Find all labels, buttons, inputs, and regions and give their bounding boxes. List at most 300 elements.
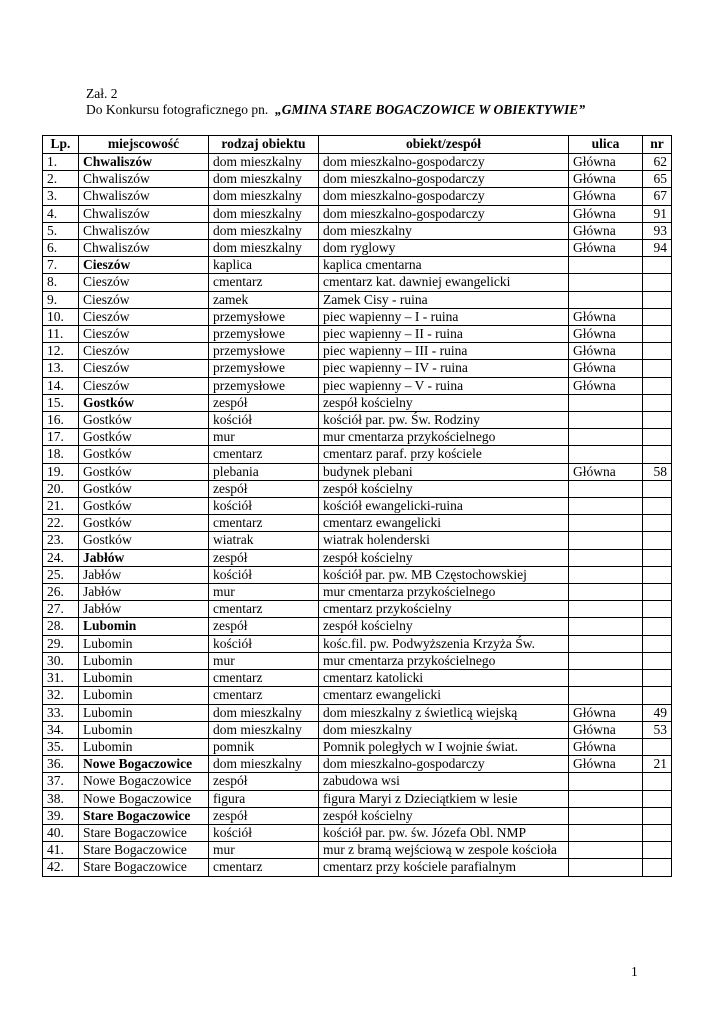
cell-nr: 49 [643, 704, 672, 721]
cell-place: Cieszów [79, 308, 209, 325]
cell-street: Główna [569, 171, 643, 188]
cell-nr [643, 790, 672, 807]
cell-object: cmentarz ewangelicki [319, 687, 569, 704]
cell-object: budynek plebani [319, 463, 569, 480]
cell-type: figura [209, 790, 319, 807]
cell-street [569, 773, 643, 790]
cell-object: dom mieszkalny [319, 721, 569, 738]
table-row [43, 498, 672, 515]
objects-table [42, 135, 672, 877]
table-row [43, 308, 672, 325]
cell-object: Zamek Cisy - ruina [319, 291, 569, 308]
cell-nr [643, 308, 672, 325]
cell-type: dom mieszkalny [209, 154, 319, 171]
cell-type: cmentarz [209, 687, 319, 704]
table-row [43, 859, 672, 876]
table-row [43, 360, 672, 377]
cell-nr [643, 635, 672, 652]
cell-nr [643, 480, 672, 497]
column-header-place: miejscowość [79, 136, 209, 154]
cell-nr [643, 807, 672, 824]
cell-street [569, 670, 643, 687]
cell-street [569, 394, 643, 411]
cell-place: Lubomin [79, 738, 209, 755]
cell-type: dom mieszkalny [209, 704, 319, 721]
cell-street: Główna [569, 240, 643, 257]
cell-street [569, 842, 643, 859]
cell-lp: 5. [43, 222, 79, 239]
cell-place: Stare Bogaczowice [79, 859, 209, 876]
cell-place: Jabłów [79, 584, 209, 601]
cell-place: Lubomin [79, 670, 209, 687]
cell-place: Cieszów [79, 326, 209, 343]
column-header-type: rodzaj obiektu [209, 136, 319, 154]
cell-street [569, 859, 643, 876]
table-row [43, 171, 672, 188]
cell-type: zespół [209, 549, 319, 566]
cell-type: dom mieszkalny [209, 205, 319, 222]
cell-place: Lubomin [79, 652, 209, 669]
cell-street [569, 274, 643, 291]
cell-lp: 14. [43, 377, 79, 394]
table-row [43, 257, 672, 274]
cell-street: Główna [569, 188, 643, 205]
cell-object: mur cmentarza przykościelnego [319, 584, 569, 601]
cell-lp: 17. [43, 429, 79, 446]
cell-place: Gostków [79, 532, 209, 549]
cell-street [569, 291, 643, 308]
cell-type: kościół [209, 635, 319, 652]
cell-nr [643, 394, 672, 411]
cell-place: Gostków [79, 429, 209, 446]
cell-type: przemysłowe [209, 343, 319, 360]
table-row [43, 326, 672, 343]
contest-prefix: Do Konkursu fotograficznego pn. [86, 102, 269, 117]
cell-lp: 29. [43, 635, 79, 652]
cell-object: piec wapienny – V - ruina [319, 377, 569, 394]
cell-type: mur [209, 584, 319, 601]
cell-type: dom mieszkalny [209, 756, 319, 773]
cell-object: dom mieszkalno-gospodarczy [319, 756, 569, 773]
cell-nr [643, 652, 672, 669]
cell-type: dom mieszkalny [209, 222, 319, 239]
cell-nr [643, 618, 672, 635]
cell-lp: 8. [43, 274, 79, 291]
cell-street [569, 257, 643, 274]
table-row [43, 222, 672, 239]
table-row [43, 566, 672, 583]
table-row [43, 738, 672, 755]
cell-nr [643, 257, 672, 274]
cell-lp: 19. [43, 463, 79, 480]
cell-nr [643, 429, 672, 446]
cell-place: Stare Bogaczowice [79, 842, 209, 859]
cell-street: Główna [569, 222, 643, 239]
table-row [43, 343, 672, 360]
cell-nr: 21 [643, 756, 672, 773]
cell-lp: 34. [43, 721, 79, 738]
cell-type: zamek [209, 291, 319, 308]
table-row [43, 635, 672, 652]
cell-nr [643, 446, 672, 463]
cell-street [569, 480, 643, 497]
cell-nr: 58 [643, 463, 672, 480]
cell-type: mur [209, 842, 319, 859]
cell-street: Główna [569, 360, 643, 377]
cell-object: dom ryglowy [319, 240, 569, 257]
table-row [43, 412, 672, 429]
cell-place: Cieszów [79, 291, 209, 308]
cell-lp: 4. [43, 205, 79, 222]
table-row [43, 670, 672, 687]
column-header-nr: nr [643, 136, 672, 154]
cell-type: zespół [209, 480, 319, 497]
cell-street [569, 498, 643, 515]
cell-type: mur [209, 429, 319, 446]
table-row [43, 394, 672, 411]
cell-lp: 31. [43, 670, 79, 687]
cell-place: Gostków [79, 446, 209, 463]
cell-nr [643, 842, 672, 859]
table-row [43, 721, 672, 738]
cell-street [569, 515, 643, 532]
cell-type: zespół [209, 394, 319, 411]
cell-street: Główna [569, 704, 643, 721]
cell-type: plebania [209, 463, 319, 480]
cell-object: mur cmentarza przykościelnego [319, 652, 569, 669]
cell-street: Główna [569, 756, 643, 773]
cell-object: piec wapienny – I - ruina [319, 308, 569, 325]
cell-type: pomnik [209, 738, 319, 755]
table-row [43, 240, 672, 257]
cell-place: Nowe Bogaczowice [79, 790, 209, 807]
cell-nr: 67 [643, 188, 672, 205]
cell-lp: 35. [43, 738, 79, 755]
cell-lp: 3. [43, 188, 79, 205]
cell-type: zespół [209, 773, 319, 790]
cell-lp: 13. [43, 360, 79, 377]
cell-lp: 12. [43, 343, 79, 360]
cell-place: Jabłów [79, 601, 209, 618]
cell-place: Chwaliszów [79, 222, 209, 239]
table-row [43, 687, 672, 704]
cell-place: Gostków [79, 412, 209, 429]
table-row [43, 756, 672, 773]
cell-lp: 20. [43, 480, 79, 497]
cell-place: Stare Bogaczowice [79, 824, 209, 841]
cell-street: Główna [569, 721, 643, 738]
cell-street [569, 807, 643, 824]
cell-nr: 62 [643, 154, 672, 171]
cell-nr: 93 [643, 222, 672, 239]
cell-street [569, 601, 643, 618]
table-row [43, 291, 672, 308]
cell-nr [643, 601, 672, 618]
cell-street: Główna [569, 154, 643, 171]
cell-type: cmentarz [209, 515, 319, 532]
cell-object: kościół ewangelicki-ruina [319, 498, 569, 515]
cell-type: cmentarz [209, 274, 319, 291]
cell-place: Chwaliszów [79, 205, 209, 222]
cell-lp: 26. [43, 584, 79, 601]
cell-lp: 41. [43, 842, 79, 859]
cell-lp: 36. [43, 756, 79, 773]
cell-nr: 91 [643, 205, 672, 222]
cell-object: cmentarz ewangelicki [319, 515, 569, 532]
cell-object: kościół par. pw. MB Częstochowskiej [319, 566, 569, 583]
cell-object: cmentarz paraf. przy kościele [319, 446, 569, 463]
cell-lp: 24. [43, 549, 79, 566]
cell-nr [643, 515, 672, 532]
cell-lp: 15. [43, 394, 79, 411]
cell-lp: 23. [43, 532, 79, 549]
cell-street [569, 549, 643, 566]
cell-lp: 33. [43, 704, 79, 721]
cell-street [569, 824, 643, 841]
cell-lp: 2. [43, 171, 79, 188]
table-row [43, 601, 672, 618]
cell-lp: 30. [43, 652, 79, 669]
cell-object: dom mieszkalno-gospodarczy [319, 188, 569, 205]
table-row [43, 154, 672, 171]
cell-street: Główna [569, 377, 643, 394]
cell-type: kościół [209, 824, 319, 841]
cell-street [569, 687, 643, 704]
cell-object: cmentarz katolicki [319, 670, 569, 687]
cell-object: zespół kościelny [319, 394, 569, 411]
column-header-street: ulica [569, 136, 643, 154]
cell-place: Cieszów [79, 274, 209, 291]
cell-nr [643, 360, 672, 377]
table-row [43, 205, 672, 222]
cell-street: Główna [569, 343, 643, 360]
cell-lp: 6. [43, 240, 79, 257]
attachment-label: Zał. 2 [86, 86, 118, 101]
cell-nr [643, 773, 672, 790]
cell-street [569, 412, 643, 429]
cell-lp: 7. [43, 257, 79, 274]
cell-type: zespół [209, 618, 319, 635]
cell-nr [643, 412, 672, 429]
table-row [43, 842, 672, 859]
cell-place: Chwaliszów [79, 188, 209, 205]
cell-type: dom mieszkalny [209, 188, 319, 205]
page-number: 1 [631, 964, 638, 979]
table-row [43, 773, 672, 790]
cell-type: kościół [209, 412, 319, 429]
cell-place: Gostków [79, 480, 209, 497]
cell-object: mur z bramą wejściową w zespole kościoła [319, 842, 569, 859]
cell-place: Nowe Bogaczowice [79, 756, 209, 773]
cell-object: dom mieszkalno-gospodarczy [319, 205, 569, 222]
table-header-row [43, 136, 672, 154]
table-row [43, 807, 672, 824]
cell-place: Jabłów [79, 566, 209, 583]
cell-lp: 9. [43, 291, 79, 308]
cell-type: przemysłowe [209, 326, 319, 343]
cell-type: dom mieszkalny [209, 171, 319, 188]
cell-object: cmentarz przy kościele parafialnym [319, 859, 569, 876]
table-row [43, 704, 672, 721]
table-row [43, 429, 672, 446]
cell-lp: 37. [43, 773, 79, 790]
table-row [43, 549, 672, 566]
cell-lp: 39. [43, 807, 79, 824]
cell-place: Nowe Bogaczowice [79, 773, 209, 790]
cell-lp: 32. [43, 687, 79, 704]
cell-type: kaplica [209, 257, 319, 274]
cell-nr: 65 [643, 171, 672, 188]
cell-type: cmentarz [209, 601, 319, 618]
cell-nr [643, 343, 672, 360]
cell-place: Lubomin [79, 635, 209, 652]
cell-nr [643, 377, 672, 394]
cell-lp: 10. [43, 308, 79, 325]
cell-type: przemysłowe [209, 360, 319, 377]
cell-place: Gostków [79, 394, 209, 411]
cell-object: dom mieszkalno-gospodarczy [319, 154, 569, 171]
cell-lp: 28. [43, 618, 79, 635]
cell-nr [643, 532, 672, 549]
column-header-lp: Lp. [43, 136, 79, 154]
cell-place: Gostków [79, 498, 209, 515]
cell-nr [643, 738, 672, 755]
cell-type: kościół [209, 566, 319, 583]
table-row [43, 274, 672, 291]
cell-street: Główna [569, 326, 643, 343]
cell-object: kośc.fil. pw. Podwyższenia Krzyża Św. [319, 635, 569, 652]
cell-lp: 25. [43, 566, 79, 583]
cell-street [569, 446, 643, 463]
cell-street [569, 584, 643, 601]
cell-lp: 18. [43, 446, 79, 463]
cell-place: Cieszów [79, 343, 209, 360]
cell-object: zespół kościelny [319, 549, 569, 566]
table-body [43, 154, 672, 877]
cell-place: Lubomin [79, 721, 209, 738]
cell-street [569, 635, 643, 652]
cell-nr [643, 549, 672, 566]
cell-type: cmentarz [209, 670, 319, 687]
cell-object: piec wapienny – IV - ruina [319, 360, 569, 377]
cell-type: przemysłowe [209, 377, 319, 394]
cell-object: zespół kościelny [319, 480, 569, 497]
cell-place: Chwaliszów [79, 240, 209, 257]
cell-street [569, 532, 643, 549]
cell-street: Główna [569, 205, 643, 222]
cell-object: wiatrak holenderski [319, 532, 569, 549]
cell-place: Lubomin [79, 704, 209, 721]
cell-street [569, 566, 643, 583]
cell-lp: 16. [43, 412, 79, 429]
cell-object: mur cmentarza przykościelnego [319, 429, 569, 446]
cell-place: Cieszów [79, 257, 209, 274]
cell-nr [643, 584, 672, 601]
cell-type: kościół [209, 498, 319, 515]
cell-object: zabudowa wsi [319, 773, 569, 790]
cell-nr [643, 687, 672, 704]
cell-place: Gostków [79, 463, 209, 480]
contest-heading [86, 101, 585, 118]
cell-nr: 53 [643, 721, 672, 738]
cell-nr [643, 291, 672, 308]
cell-nr [643, 859, 672, 876]
cell-type: cmentarz [209, 859, 319, 876]
table-row [43, 790, 672, 807]
cell-nr [643, 566, 672, 583]
cell-object: Pomnik poległych w I wojnie świat. [319, 738, 569, 755]
column-header-object: obiekt/zespół [319, 136, 569, 154]
table-row [43, 618, 672, 635]
cell-object: cmentarz przykościelny [319, 601, 569, 618]
cell-lp: 42. [43, 859, 79, 876]
table-row [43, 377, 672, 394]
cell-street [569, 618, 643, 635]
cell-place: Stare Bogaczowice [79, 807, 209, 824]
cell-lp: 22. [43, 515, 79, 532]
cell-place: Cieszów [79, 360, 209, 377]
cell-nr [643, 326, 672, 343]
table-row [43, 463, 672, 480]
cell-nr: 94 [643, 240, 672, 257]
cell-lp: 11. [43, 326, 79, 343]
table-row [43, 652, 672, 669]
cell-street: Główna [569, 738, 643, 755]
cell-place: Jabłów [79, 549, 209, 566]
cell-place: Lubomin [79, 618, 209, 635]
table-row [43, 480, 672, 497]
cell-lp: 38. [43, 790, 79, 807]
table-row [43, 584, 672, 601]
table-row [43, 532, 672, 549]
cell-object: zespół kościelny [319, 807, 569, 824]
cell-place: Lubomin [79, 687, 209, 704]
cell-place: Gostków [79, 515, 209, 532]
table-row [43, 188, 672, 205]
cell-object: figura Maryi z Dzieciątkiem w lesie [319, 790, 569, 807]
cell-object: cmentarz kat. dawniej ewangelicki [319, 274, 569, 291]
table-row [43, 515, 672, 532]
cell-object: kościół par. pw. św. Józefa Obl. NMP [319, 824, 569, 841]
cell-street [569, 652, 643, 669]
cell-nr [643, 670, 672, 687]
cell-object: dom mieszkalno-gospodarczy [319, 171, 569, 188]
cell-nr [643, 274, 672, 291]
cell-type: wiatrak [209, 532, 319, 549]
cell-lp: 21. [43, 498, 79, 515]
cell-nr [643, 498, 672, 515]
cell-type: przemysłowe [209, 308, 319, 325]
cell-lp: 40. [43, 824, 79, 841]
cell-object: kaplica cmentarna [319, 257, 569, 274]
cell-object: kościół par. pw. Św. Rodziny [319, 412, 569, 429]
cell-street: Główna [569, 308, 643, 325]
cell-type: dom mieszkalny [209, 721, 319, 738]
contest-title: „GMINA STARE BOGACZOWICE W OBIEKTYWIE” [274, 102, 586, 117]
cell-object: piec wapienny – III - ruina [319, 343, 569, 360]
cell-place: Cieszów [79, 377, 209, 394]
cell-object: dom mieszkalny z świetlicą wiejską [319, 704, 569, 721]
cell-lp: 27. [43, 601, 79, 618]
cell-type: mur [209, 652, 319, 669]
cell-object: dom mieszkalny [319, 222, 569, 239]
cell-object: piec wapienny – II - ruina [319, 326, 569, 343]
table-row [43, 446, 672, 463]
cell-place: Chwaliszów [79, 154, 209, 171]
cell-object: zespół kościelny [319, 618, 569, 635]
cell-lp: 1. [43, 154, 79, 171]
cell-street [569, 790, 643, 807]
